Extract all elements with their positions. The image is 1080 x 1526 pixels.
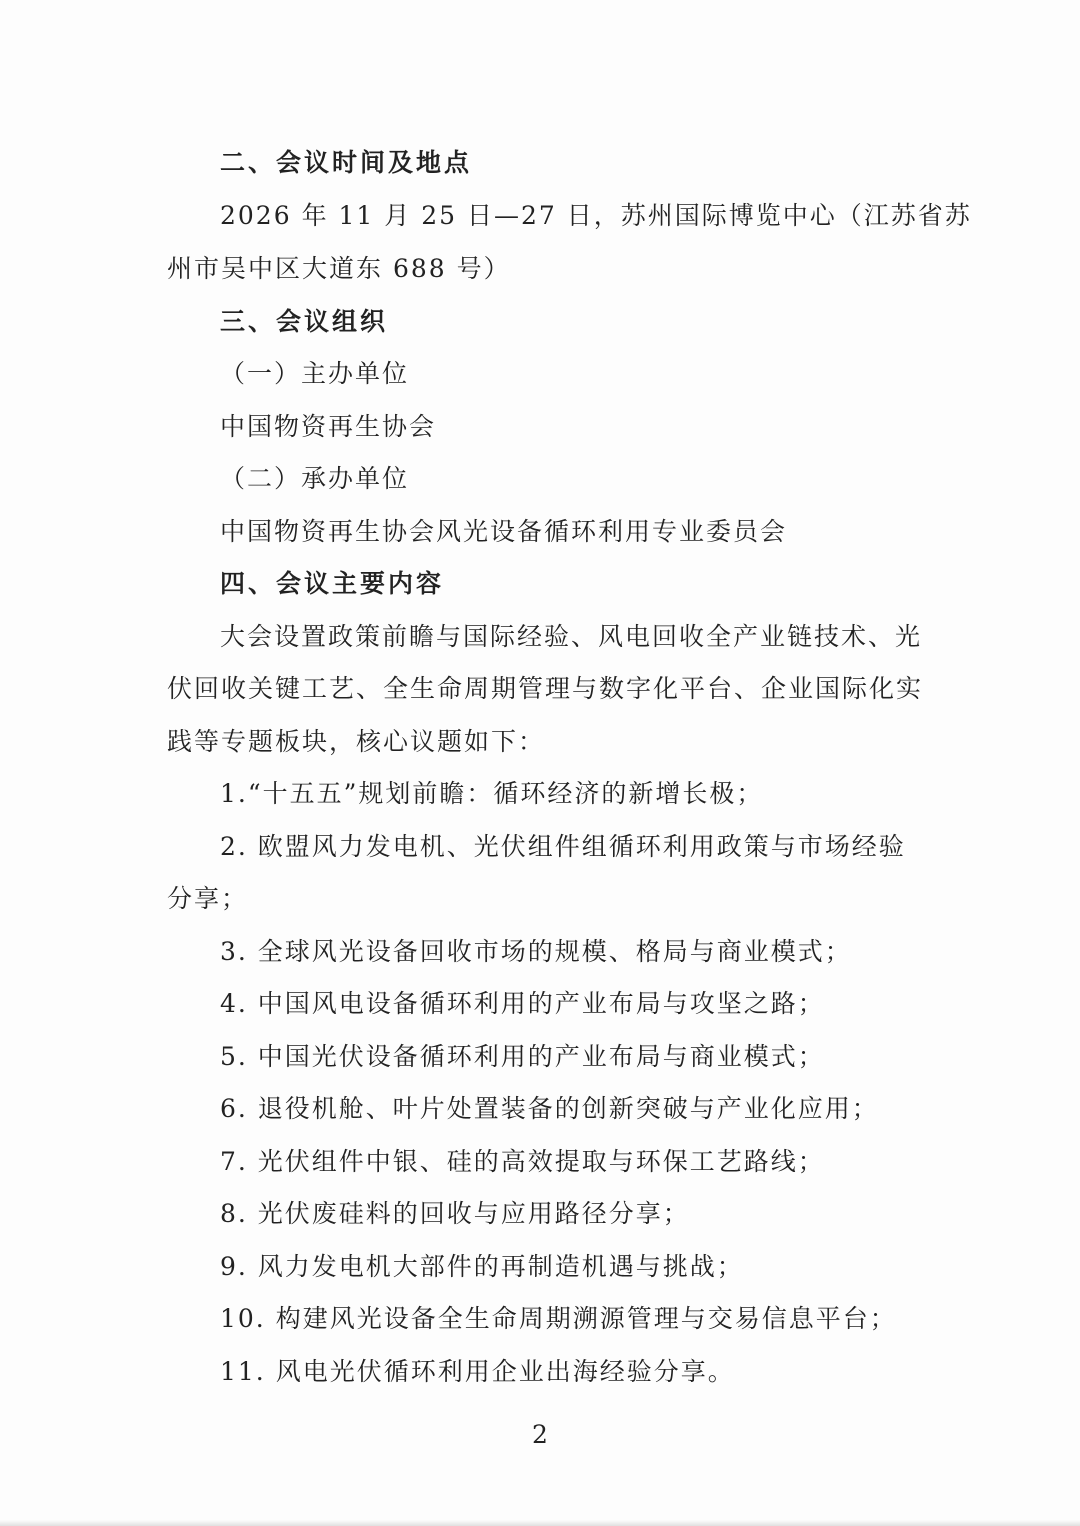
content-intro-line-1: 大会设置政策前瞻与国际经验、风电回收全产业链技术、光 bbox=[220, 622, 923, 651]
section-heading-organization: 三、会议组织 bbox=[220, 307, 389, 336]
organizer-name: 中国物资再生协会 bbox=[220, 412, 437, 441]
topic-item-9: 9. 风力发电机大部件的再制造机遇与挑战； bbox=[220, 1252, 744, 1281]
scan-edge-shadow bbox=[0, 1520, 1080, 1526]
topic-item-11: 11. 风电光伏循环利用企业出海经验分享。 bbox=[220, 1357, 735, 1386]
section-heading-main-content: 四、会议主要内容 bbox=[220, 569, 445, 598]
co-organizer-name: 中国物资再生协会风光设备循环利用专业委员会 bbox=[220, 517, 788, 546]
topic-item-4: 4. 中国风电设备循环利用的产业布局与攻坚之路； bbox=[220, 989, 825, 1018]
content-intro-line-2: 伏回收关键工艺、全生命周期管理与数字化平台、企业国际化实 bbox=[167, 674, 924, 703]
page-number: 2 bbox=[532, 1420, 548, 1449]
topic-item-1: 1.“十五五”规划前瞻：循环经济的新增长极； bbox=[220, 779, 764, 808]
time-location-line-1: 2026 年 11 月 25 日—27 日，苏州国际博览中心（江苏省苏 bbox=[220, 201, 972, 230]
co-organizer-label: （二）承办单位 bbox=[220, 464, 410, 493]
topic-item-2: 2. 欧盟风力发电机、光伏组件组循环利用政策与市场经验 bbox=[220, 832, 906, 861]
time-location-line-2: 州市吴中区大道东 688 号） bbox=[167, 254, 511, 283]
topic-item-10: 10. 构建风光设备全生命周期溯源管理与交易信息平台； bbox=[220, 1304, 897, 1333]
topic-item-7: 7. 光伏组件中银、硅的高效提取与环保工艺路线； bbox=[220, 1147, 825, 1176]
organizer-label: （一）主办单位 bbox=[220, 359, 410, 388]
topic-item-5: 5. 中国光伏设备循环利用的产业布局与商业模式； bbox=[220, 1042, 825, 1071]
section-heading-time-location: 二、会议时间及地点 bbox=[220, 148, 473, 177]
topic-item-6: 6. 退役机舱、叶片处置装备的创新突破与产业化应用； bbox=[220, 1094, 879, 1123]
topic-item-8: 8. 光伏废硅料的回收与应用路径分享； bbox=[220, 1199, 690, 1228]
topic-item-3: 3. 全球风光设备回收市场的规模、格局与商业模式； bbox=[220, 937, 852, 966]
content-intro-line-3: 践等专题板块，核心议题如下： bbox=[167, 727, 546, 756]
topic-item-2-continued: 分享； bbox=[167, 884, 249, 913]
